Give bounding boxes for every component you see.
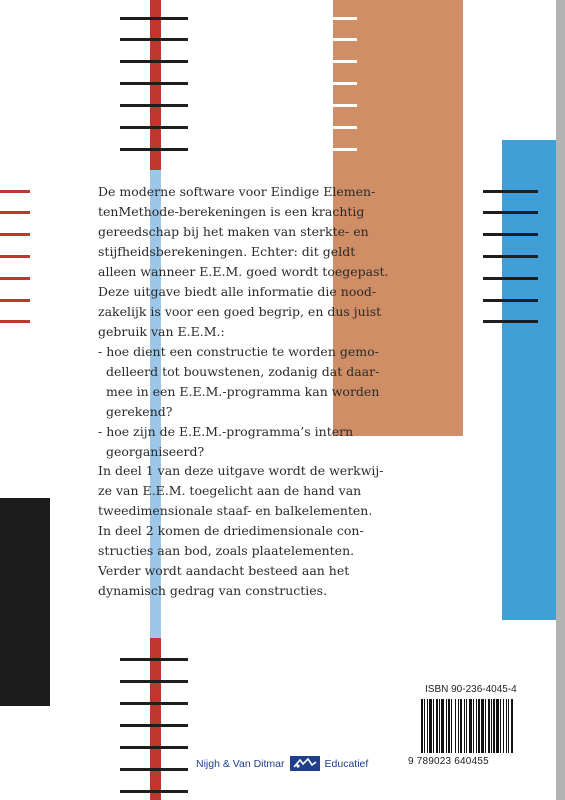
- description-paragraph-2: [98, 461, 384, 601]
- black-tick: [120, 126, 188, 129]
- black-tick: [120, 60, 188, 63]
- black-tick: [120, 82, 188, 85]
- publisher-imprint: Educatief: [324, 757, 369, 770]
- red-tick: [0, 190, 30, 193]
- white-tick: [333, 148, 357, 151]
- black-tick: [120, 148, 188, 151]
- black-tick: [120, 104, 188, 107]
- black-tick: [120, 724, 188, 727]
- barcode-icon: [420, 699, 552, 753]
- text-line: structies aan bod, zoals plaatelementen.: [98, 543, 355, 558]
- text-line: stijfheidsberekeningen. Echter: dit geldt: [98, 244, 356, 259]
- white-tick: [333, 60, 357, 63]
- black-tick: [120, 790, 188, 793]
- red-vertical-bar-bottom: [150, 638, 161, 800]
- black-tick: [120, 680, 188, 683]
- text-line: gereedschap bij het maken van sterkte- en: [98, 224, 369, 239]
- black-rectangle: [0, 498, 50, 706]
- black-tick: [120, 702, 188, 705]
- white-tick: [333, 17, 357, 20]
- white-tick: [333, 82, 357, 85]
- publisher-logo-icon: [290, 756, 320, 771]
- text-line: zakelijk is voor een goed begrip, en dus juist: [98, 304, 382, 319]
- text-line: Verder wordt aandacht besteed aan het: [98, 563, 350, 578]
- red-vertical-bar-top: [150, 0, 161, 170]
- text-line: De moderne software voor Eindige Elemen-: [98, 184, 376, 199]
- isbn-label: ISBN 90-236-4045-4: [425, 684, 517, 695]
- black-tick: [483, 320, 538, 323]
- barcode-number: 9 789023 640455: [408, 756, 489, 767]
- black-tick: [483, 299, 538, 302]
- text-line: georganiseerd?: [98, 444, 205, 459]
- red-tick: [0, 299, 30, 302]
- text-line: - hoe zijn de E.E.M.-programma’s intern: [98, 424, 354, 439]
- publisher-name: Nijgh & Van Ditmar: [196, 757, 285, 770]
- text-line: alleen wanneer E.E.M. goed wordt toegepast.: [98, 264, 389, 279]
- white-tick: [333, 104, 357, 107]
- text-line: mee in een E.E.M.-programma kan worden: [98, 384, 380, 399]
- black-tick: [483, 233, 538, 236]
- text-line: gebruik van E.E.M.:: [98, 324, 225, 339]
- black-tick: [120, 38, 188, 41]
- red-tick: [0, 277, 30, 280]
- description-paragraph-1: [98, 182, 389, 462]
- white-tick: [333, 126, 357, 129]
- black-tick: [120, 658, 188, 661]
- white-tick: [333, 38, 357, 41]
- red-tick: [0, 233, 30, 236]
- black-tick: [483, 277, 538, 280]
- text-line: In deel 2 komen de driedimensionale con-: [98, 523, 364, 538]
- black-tick: [120, 768, 188, 771]
- black-tick: [120, 746, 188, 749]
- text-line: gerekend?: [98, 404, 173, 419]
- publisher-mark: [196, 756, 368, 771]
- page-edge-shadow: [556, 0, 565, 800]
- black-tick: [483, 190, 538, 193]
- black-tick: [483, 255, 538, 258]
- text-line: ze van E.E.M. toegelicht aan de hand van: [98, 483, 362, 498]
- text-line: - hoe dient een constructie te worden gemo-: [98, 344, 379, 359]
- black-tick: [483, 211, 538, 214]
- text-line: tenMethode-berekeningen is een krachtig: [98, 204, 365, 219]
- text-line: dynamisch gedrag van constructies.: [98, 583, 328, 598]
- red-tick: [0, 320, 30, 323]
- text-line: In deel 1 van deze uitgave wordt de werkwij-: [98, 463, 384, 478]
- red-tick: [0, 211, 30, 214]
- text-line: tweedimensionale staaf- en balkelementen.: [98, 503, 373, 518]
- black-tick: [120, 17, 188, 20]
- text-line: delleerd tot bouwstenen, zodanig dat daar-: [98, 364, 380, 379]
- text-line: Deze uitgave biedt alle informatie die nood-: [98, 284, 377, 299]
- red-tick: [0, 255, 30, 258]
